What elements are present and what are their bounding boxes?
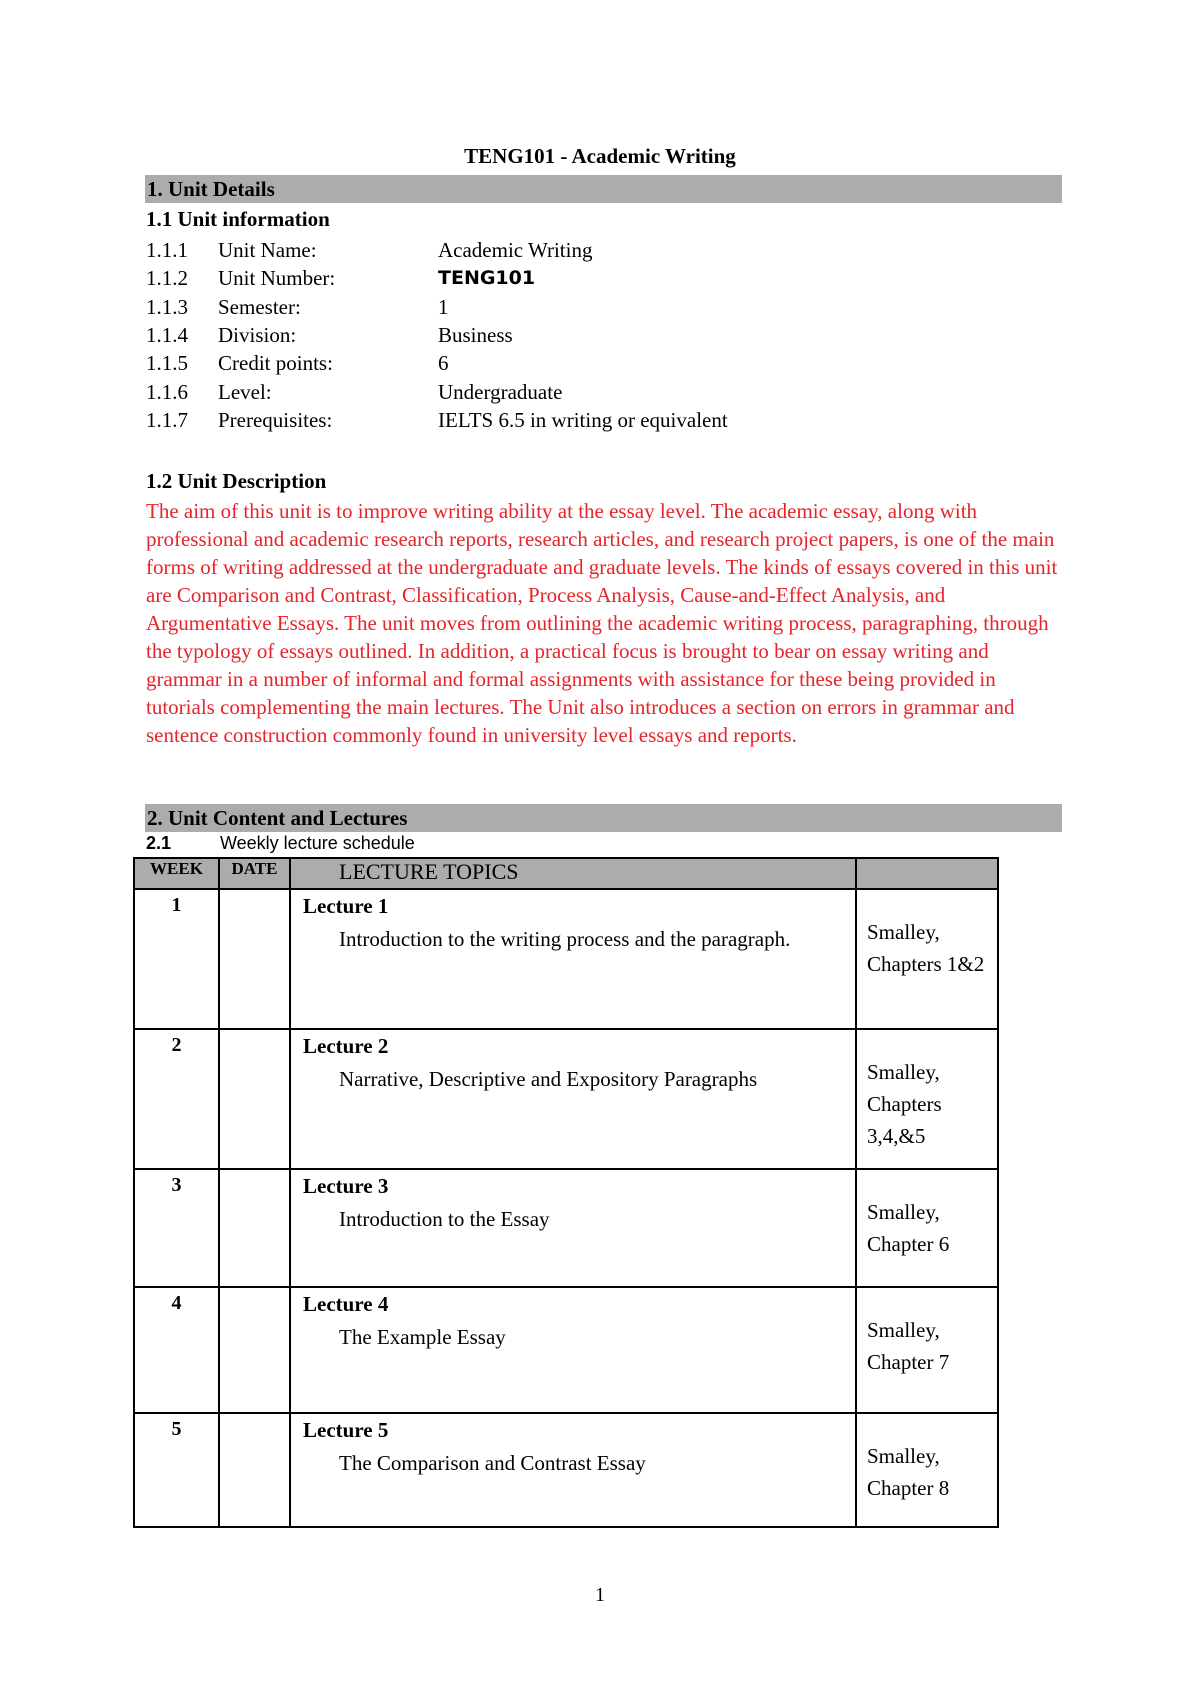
section-heading-unit-details: 1. Unit Details (145, 175, 1062, 203)
info-label: Level: (218, 379, 272, 404)
section-heading-unit-content: 2. Unit Content and Lectures (145, 804, 1062, 832)
header-week: WEEK (134, 858, 219, 889)
info-label: Division: (218, 322, 297, 347)
unit-description-text: The aim of this unit is to improve writing ability at the essay level. The academic essay, along with professional and academic research reports, research articles, and research project papers, is one of the main forms of writing addressed at the undergraduate and graduate levels. The kinds of essays covered in this unit are Comparison and Contrast, Classification, Process Analysis, Cause-and-Effect Analysis, and Argumentative Essays. The unit moves from outlining the academic writing process, paragraphing, through the typology of essays outlined. In addition, a practical focus is brought to bear on essay writing and grammar in a number of informal and formal assignments with assistance for these being provided in tutorials complementing the main lectures. The Unit also introduces a section on errors in grammar and sentence construction commonly found in university level essays and reports. (146, 499, 1058, 747)
date-cell (219, 889, 290, 1029)
lecture-schedule-table (133, 857, 999, 1528)
reference-cell: Smalley, Chapters 1&2 (856, 889, 998, 1029)
info-number: 1.1.5 (146, 351, 188, 376)
week-cell: 3 (134, 1169, 219, 1287)
subheading-unit-information: 1.1 Unit information (146, 207, 330, 231)
date-cell (219, 1287, 290, 1413)
date-cell (219, 1169, 290, 1287)
info-number: 1.1.7 (146, 407, 188, 432)
week-cell: 4 (134, 1287, 219, 1413)
lecture-label: Lecture 3 (303, 1174, 389, 1198)
schedule-label: Weekly lecture schedule (220, 833, 415, 853)
lecture-topic: Introduction to the Essay (339, 1207, 550, 1231)
info-number: 1.1.2 (146, 266, 188, 291)
info-value: 1 (438, 294, 449, 319)
lecture-label: Lecture 2 (303, 1034, 389, 1058)
lecture-label: Lecture 1 (303, 894, 389, 918)
lecture-topic: The Comparison and Contrast Essay (339, 1451, 646, 1475)
reference-cell: Smalley, Chapters 3,4,&5 (856, 1029, 998, 1169)
subheading-unit-description: 1.2 Unit Description (146, 469, 327, 493)
topic-cell (290, 889, 856, 1029)
reference-cell: Smalley, Chapter 8 (856, 1413, 998, 1527)
info-label: Semester: (218, 294, 301, 319)
info-number: 1.1.6 (146, 379, 188, 404)
info-value: Undergraduate (438, 379, 563, 404)
info-value: TENG101 (438, 267, 536, 290)
table-row (134, 1287, 998, 1413)
info-value: Business (438, 322, 513, 347)
table-row (134, 1413, 998, 1527)
reference-cell: Smalley, Chapter 7 (856, 1287, 998, 1413)
week-cell: 2 (134, 1029, 219, 1169)
lecture-topic: The Example Essay (339, 1325, 506, 1349)
schedule-number: 2.1 (146, 833, 172, 853)
lecture-topic: Narrative, Descriptive and Expository Paragraphs (339, 1067, 758, 1091)
table-row (134, 889, 998, 1029)
header-date: DATE (219, 858, 290, 889)
info-number: 1.1.4 (146, 322, 188, 347)
info-value: 6 (438, 351, 449, 376)
info-value: Academic Writing (438, 238, 593, 262)
header-reference (856, 858, 998, 889)
info-label: Unit Name: (218, 238, 317, 262)
lecture-label: Lecture 4 (303, 1292, 389, 1316)
reference-cell: Smalley, Chapter 6 (856, 1169, 998, 1287)
topic-cell (290, 1169, 856, 1287)
info-label: Credit points: (218, 351, 333, 376)
info-label: Unit Number: (218, 266, 336, 291)
info-number: 1.1.1 (146, 238, 188, 262)
week-cell: 1 (134, 889, 219, 1029)
document-title: TENG101 - Academic Writing (464, 144, 736, 168)
week-cell: 5 (134, 1413, 219, 1527)
lecture-label: Lecture 5 (303, 1418, 389, 1442)
info-value: IELTS 6.5 in writing or equivalent (438, 407, 728, 432)
topic-cell (290, 1029, 856, 1169)
lecture-topic: Introduction to the writing process and the paragraph. (339, 927, 791, 951)
header-lecture-topics: LECTURE TOPICS (290, 858, 856, 889)
schedule-subheading (146, 833, 415, 854)
table-row (134, 1029, 998, 1169)
table-row (134, 1169, 998, 1287)
info-label: Prerequisites: (218, 407, 333, 432)
topic-cell (290, 1413, 856, 1527)
topic-cell (290, 1287, 856, 1413)
table-header-row (134, 858, 998, 889)
date-cell (219, 1413, 290, 1527)
date-cell (219, 1029, 290, 1169)
page-number: 1 (595, 1584, 605, 1606)
info-number: 1.1.3 (146, 294, 188, 319)
